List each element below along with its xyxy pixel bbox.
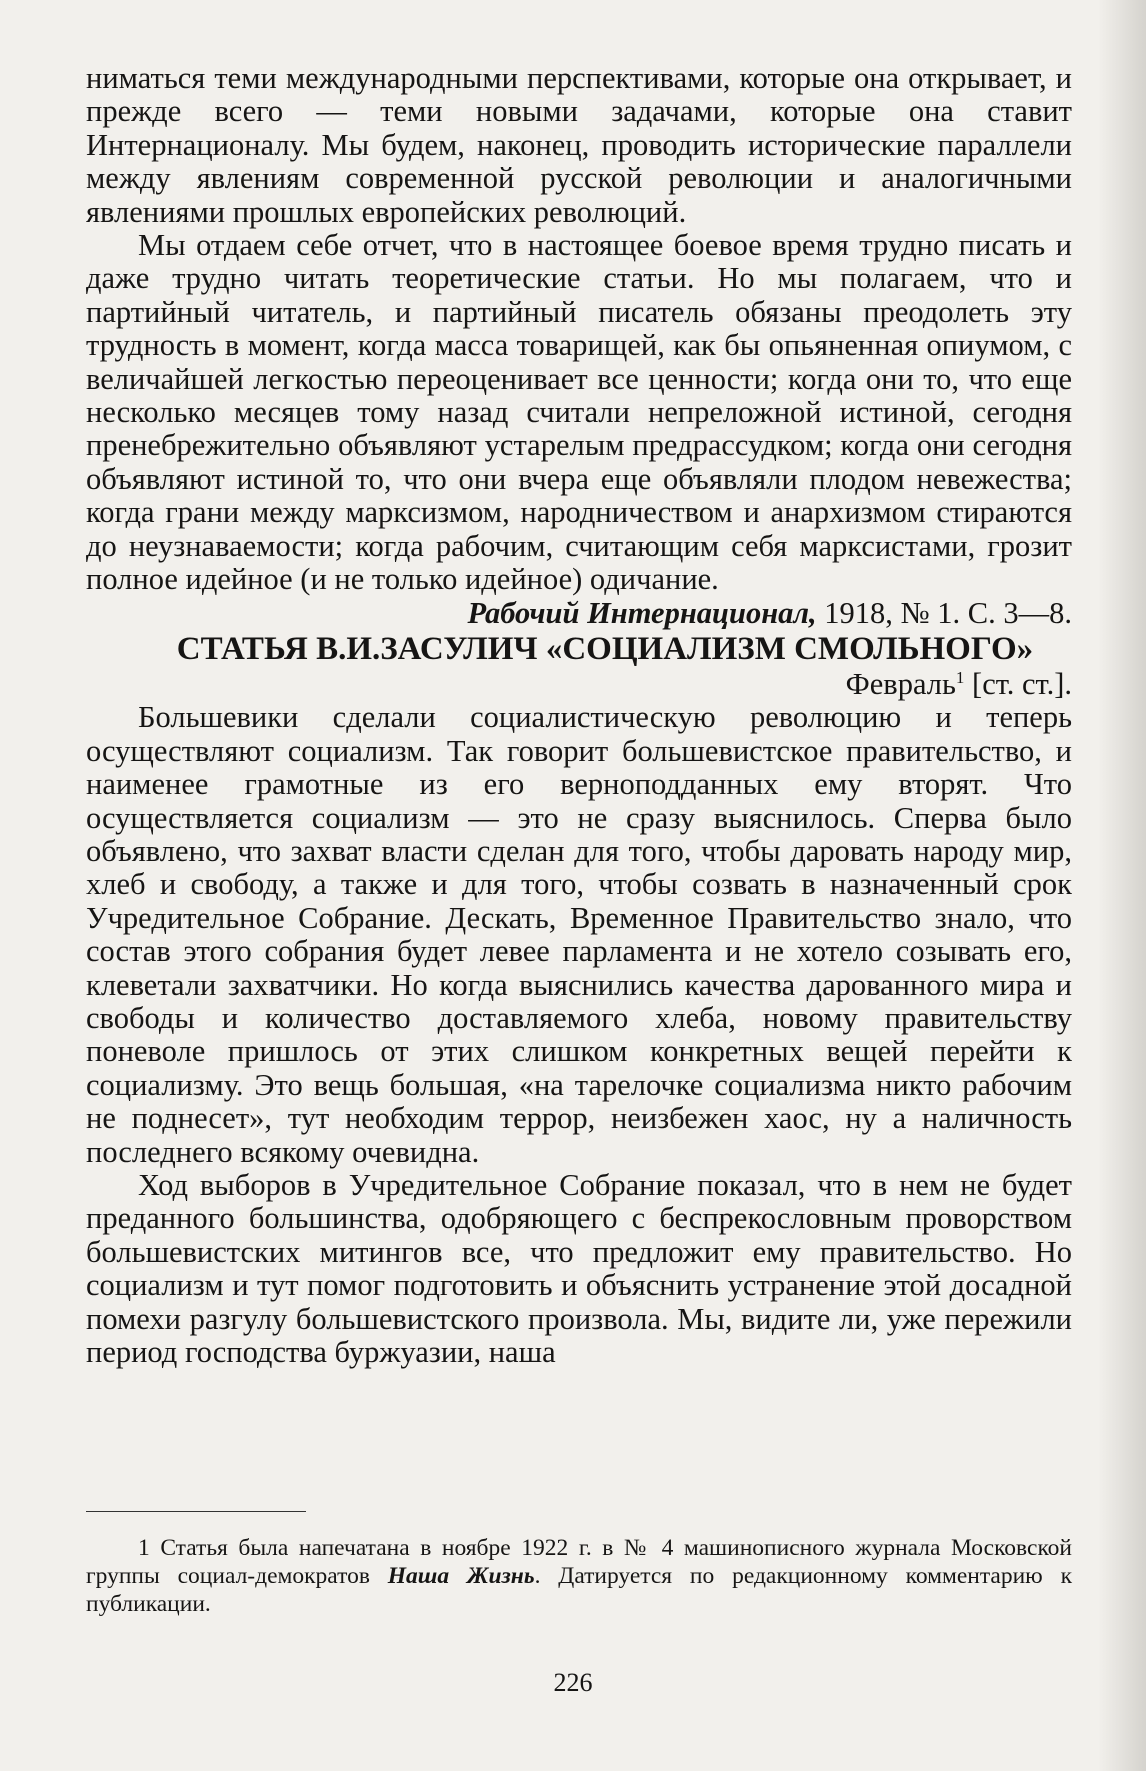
dateline-style: [ст. ст.]. xyxy=(964,666,1072,701)
citation-journal: Рабочий Интернационал, xyxy=(467,595,817,630)
article-dateline xyxy=(86,668,1072,701)
footnote-text xyxy=(86,1534,1072,1618)
continuation-paragraph: ниматься теми международными перспективами, которые она открывает, и прежде всего — теми новыми задачами, которые она ставит Интернационалу. Мы будем, наконец, проводить исторические параллели между явлениям современной русской революции и аналогичными явлениями прошлых европейских революций. xyxy=(86,61,1072,229)
footnote-mark: 1 xyxy=(138,1535,150,1561)
article-title: СТАТЬЯ В.И.ЗАСУЛИЧ «СОЦИАЛИЗМ СМОЛЬНОГО» xyxy=(176,630,1034,667)
main-text xyxy=(86,62,1072,1369)
source-citation xyxy=(86,597,1072,630)
article-paragraph: Ход выборов в Учредительное Собрание показал, что в нем не будет преданного большинства, одобряющего с беспрекословным проворством большевистских митингов все, что предложит ему правительство. Но социализм и тут помог подготовить и объяснить устранение этой досадной помехи разгулу большевистского произвола. Мы, видите ли, уже пережили период господства буржуазии, наша xyxy=(86,1168,1072,1370)
footnote-text-end: . Датируется по редакционному комментарию к публикации. xyxy=(86,1563,1072,1617)
footnote-text-start: Статья была напечатана в ноябре 1922 г. в № 4 машинописного журнала Московской группы социал-демократов xyxy=(86,1535,1072,1589)
footnote xyxy=(86,1534,1072,1618)
body-paragraph: Мы отдаем себе отчет, что в настоящее боевое время трудно писать и даже трудно читать теоретические статьи. Но мы полагаем, что и партийный читатель, и партийный писатель обязаны преодолеть эту трудность в момент, когда масса товарищей, как бы опьяненная опиумом, с величайшей легкостью переоценивает все ценности; когда они то, что еще несколько месяцев тому назад считали непреложной истиной, сегодня пренебрежительно объявляют устарелым предрассудком; когда они сегодня объявляют истиной то, что они вчера еще объявляли плодом невежества; когда грани между марксизмом, народничеством и анархизмом стираются до неузнаваемости; когда рабочим, считающим себя марксистами, грозит полное идейное (и не только идейное) одичание. xyxy=(86,228,1072,597)
dateline-month: Февраль xyxy=(845,666,956,701)
footnote-reference: 1 xyxy=(955,667,965,687)
footnote-journal: Наша Жизнь xyxy=(387,1563,535,1589)
footnote-divider xyxy=(86,1511,306,1512)
article-paragraph: Большевики сделали социалистическую революцию и теперь осуществляют социализм. Так говорит большевистское правительство, и наименее грамотные из его верноподданных ему вторят. Что осуществляется социализм — это не сразу выяснилось. Сперва было объявлено, что захват власти сделан для того, чтобы даровать народу мир, хлеб и свободу, а также и для того, чтобы созвать в назначенный срок Учредительное Собрание. Дескать, Временное Правительство знало, что состав этого собрания будет левее парламента и не хотело созывать его, клеветали захватчики. Но когда выяснились качества дарованного мира и свободы и количество доставляемого хлеба, новому правительству поневоле пришлось от этих слишком конкретных вещей перейти к социализму. Это вещь большая, «на тарелочке социализма никто рабочим не поднесет», тут необходим террор, неизбежен хаос, ну а наличность последнего всякому очевидна. xyxy=(86,700,1072,1169)
page-number: 226 xyxy=(553,1668,593,1697)
citation-details: 1918, № 1. С. 3—8. xyxy=(816,595,1072,630)
